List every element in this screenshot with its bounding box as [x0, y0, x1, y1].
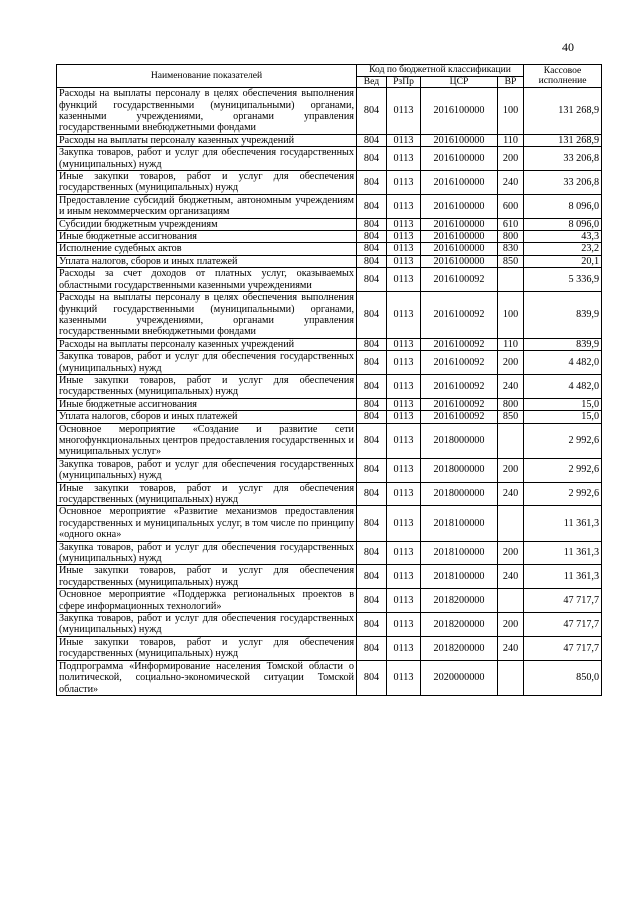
row-vr: 800: [498, 231, 524, 243]
row-csr: 2016100000: [421, 147, 498, 171]
row-name: Расходы за счет доходов от платных услуг, оказываемых областными государственными казенными учреждениями: [57, 268, 357, 292]
row-rzpr: 0113: [387, 660, 421, 695]
row-amount: 2 992,6: [524, 482, 602, 506]
row-csr: 2016100092: [421, 351, 498, 375]
row-name: Подпрограмма «Информирование населения Томской области о политической, социально-экономической ситуации Томской области»: [57, 660, 357, 695]
row-rzpr: 0113: [387, 134, 421, 146]
row-name: Основное мероприятие «Развитие механизмов предоставления государственных и муниципальных услуг, в том числе по принципу «одного окна»: [57, 506, 357, 541]
row-csr: 2018000000: [421, 458, 498, 482]
row-amount: 20,1: [524, 255, 602, 267]
table-header: [57, 65, 602, 88]
budget-execution-table: [56, 64, 602, 696]
row-amount: 47 717,7: [524, 613, 602, 637]
row-amount: 850,0: [524, 660, 602, 695]
row-name: Расходы на выплаты персоналу казенных учреждений: [57, 134, 357, 146]
header-code-group: Код по бюджетной классификации: [357, 65, 524, 77]
row-amount: 2 992,6: [524, 458, 602, 482]
row-name: Иные бюджетные ассигнования: [57, 398, 357, 410]
row-ved: 804: [357, 565, 387, 589]
row-rzpr: 0113: [387, 243, 421, 255]
row-ved: 804: [357, 482, 387, 506]
row-amount: 131 268,9: [524, 88, 602, 135]
row-rzpr: 0113: [387, 268, 421, 292]
row-rzpr: 0113: [387, 351, 421, 375]
header-vr: ВР: [498, 76, 524, 88]
row-amount: 11 361,3: [524, 506, 602, 541]
row-ved: 804: [357, 506, 387, 541]
row-amount: 11 361,3: [524, 541, 602, 565]
row-csr: 2016100000: [421, 255, 498, 267]
row-amount: 4 482,0: [524, 351, 602, 375]
row-rzpr: 0113: [387, 171, 421, 195]
table-row: [57, 613, 602, 637]
row-name: Закупка товаров, работ и услуг для обеспечения государственных (муниципальных) нужд: [57, 351, 357, 375]
table-row: [57, 231, 602, 243]
row-ved: 804: [357, 171, 387, 195]
row-rzpr: 0113: [387, 423, 421, 458]
row-amount: 15,0: [524, 411, 602, 423]
row-name: Исполнение судебных актов: [57, 243, 357, 255]
row-csr: 2018200000: [421, 613, 498, 637]
row-amount: 11 361,3: [524, 565, 602, 589]
table-row: [57, 351, 602, 375]
row-vr: 850: [498, 255, 524, 267]
row-csr: 2016100000: [421, 171, 498, 195]
row-csr: 2016100092: [421, 398, 498, 410]
row-name: Уплата налогов, сборов и иных платежей: [57, 411, 357, 423]
row-rzpr: 0113: [387, 88, 421, 135]
table-row: [57, 398, 602, 410]
row-ved: 804: [357, 351, 387, 375]
table-row: [57, 147, 602, 171]
table-row: [57, 660, 602, 695]
row-vr: 200: [498, 541, 524, 565]
table-row: [57, 636, 602, 660]
row-rzpr: 0113: [387, 565, 421, 589]
row-csr: 2018100000: [421, 565, 498, 589]
row-vr: 110: [498, 134, 524, 146]
row-csr: 2020000000: [421, 660, 498, 695]
row-amount: 33 206,8: [524, 171, 602, 195]
row-amount: 2 992,6: [524, 423, 602, 458]
row-csr: 2018100000: [421, 541, 498, 565]
table-row: [57, 411, 602, 423]
row-csr: 2016100092: [421, 411, 498, 423]
table-row: [57, 243, 602, 255]
row-amount: 33 206,8: [524, 147, 602, 171]
row-csr: 2018200000: [421, 589, 498, 613]
row-rzpr: 0113: [387, 231, 421, 243]
row-csr: 2016100000: [421, 194, 498, 218]
table-row: [57, 423, 602, 458]
row-name: Закупка товаров, работ и услуг для обеспечения государственных (муниципальных) нужд: [57, 458, 357, 482]
row-ved: 804: [357, 194, 387, 218]
table-row: [57, 255, 602, 267]
row-vr: 240: [498, 171, 524, 195]
row-vr: 600: [498, 194, 524, 218]
row-rzpr: 0113: [387, 292, 421, 339]
row-ved: 804: [357, 218, 387, 230]
row-ved: 804: [357, 636, 387, 660]
header-name: Наименование показателей: [57, 65, 357, 88]
table-body: [57, 88, 602, 696]
table-row: [57, 194, 602, 218]
row-ved: 804: [357, 589, 387, 613]
row-rzpr: 0113: [387, 589, 421, 613]
row-name: Иные закупки товаров, работ и услуг для обеспечения государственных (муниципальных) нужд: [57, 636, 357, 660]
row-ved: 804: [357, 374, 387, 398]
row-ved: 804: [357, 660, 387, 695]
row-name: Расходы на выплаты персоналу в целях обеспечения выполнения функций государственными (муниципальными) органами, казенными учреждениями, органами управления государственными внебюджетными фондами: [57, 88, 357, 135]
row-vr: 610: [498, 218, 524, 230]
table-row: [57, 565, 602, 589]
row-csr: 2016100000: [421, 134, 498, 146]
table-row: [57, 482, 602, 506]
row-rzpr: 0113: [387, 411, 421, 423]
row-ved: 804: [357, 292, 387, 339]
row-csr: 2016100000: [421, 231, 498, 243]
row-vr: 200: [498, 351, 524, 375]
row-amount: 839,9: [524, 338, 602, 350]
table-row: [57, 589, 602, 613]
row-rzpr: 0113: [387, 147, 421, 171]
row-vr: 830: [498, 243, 524, 255]
row-amount: 15,0: [524, 398, 602, 410]
row-ved: 804: [357, 255, 387, 267]
row-name: Расходы на выплаты персоналу в целях обеспечения выполнения функций государственными (муниципальными) органами, казенными учреждениями, органами управления государственными внебюджетными фондами: [57, 292, 357, 339]
row-vr: 100: [498, 88, 524, 135]
row-rzpr: 0113: [387, 482, 421, 506]
row-name: Закупка товаров, работ и услуг для обеспечения государственных (муниципальных) нужд: [57, 613, 357, 637]
row-name: Расходы на выплаты персоналу казенных учреждений: [57, 338, 357, 350]
header-ved: Вед: [357, 76, 387, 88]
row-rzpr: 0113: [387, 194, 421, 218]
row-csr: 2016100000: [421, 88, 498, 135]
table-row: [57, 292, 602, 339]
row-csr: 2018200000: [421, 636, 498, 660]
row-csr: 2016100092: [421, 292, 498, 339]
row-ved: 804: [357, 88, 387, 135]
table-row: [57, 506, 602, 541]
row-rzpr: 0113: [387, 613, 421, 637]
row-csr: 2018100000: [421, 506, 498, 541]
row-name: Иные закупки товаров, работ и услуг для обеспечения государственных (муниципальных) нужд: [57, 565, 357, 589]
row-vr: 800: [498, 398, 524, 410]
row-name: Уплата налогов, сборов и иных платежей: [57, 255, 357, 267]
row-amount: 23,2: [524, 243, 602, 255]
row-rzpr: 0113: [387, 374, 421, 398]
header-csr: ЦСР: [421, 76, 498, 88]
row-name: Иные закупки товаров, работ и услуг для обеспечения государственных (муниципальных) нужд: [57, 374, 357, 398]
row-amount: 839,9: [524, 292, 602, 339]
row-name: Закупка товаров, работ и услуг для обеспечения государственных (муниципальных) нужд: [57, 541, 357, 565]
row-vr: [498, 268, 524, 292]
row-ved: 804: [357, 458, 387, 482]
row-name: Иные закупки товаров, работ и услуг для обеспечения государственных (муниципальных) нужд: [57, 171, 357, 195]
table-row: [57, 218, 602, 230]
row-csr: 2016100000: [421, 218, 498, 230]
row-amount: 47 717,7: [524, 636, 602, 660]
table-row: [57, 88, 602, 135]
row-ved: 804: [357, 231, 387, 243]
table-row: [57, 541, 602, 565]
row-vr: 850: [498, 411, 524, 423]
row-amount: 8 096,0: [524, 194, 602, 218]
table-row: [57, 134, 602, 146]
row-ved: 804: [357, 268, 387, 292]
header-amount: Кассовое исполнение: [524, 65, 602, 88]
row-rzpr: 0113: [387, 255, 421, 267]
row-vr: 240: [498, 482, 524, 506]
row-name: Субсидии бюджетным учреждениям: [57, 218, 357, 230]
row-amount: 8 096,0: [524, 218, 602, 230]
row-vr: 200: [498, 613, 524, 637]
row-vr: [498, 423, 524, 458]
row-ved: 804: [357, 338, 387, 350]
table-row: [57, 338, 602, 350]
row-amount: 43,3: [524, 231, 602, 243]
row-name: Основное мероприятие «Поддержка региональных проектов в сфере информационных технологий»: [57, 589, 357, 613]
row-ved: 804: [357, 411, 387, 423]
row-vr: [498, 660, 524, 695]
row-csr: 2016100000: [421, 243, 498, 255]
row-ved: 804: [357, 147, 387, 171]
row-rzpr: 0113: [387, 636, 421, 660]
row-csr: 2018000000: [421, 423, 498, 458]
table-row: [57, 458, 602, 482]
row-vr: 240: [498, 636, 524, 660]
row-vr: 110: [498, 338, 524, 350]
row-name: Иные закупки товаров, работ и услуг для обеспечения государственных (муниципальных) нужд: [57, 482, 357, 506]
row-rzpr: 0113: [387, 398, 421, 410]
row-name: Иные бюджетные ассигнования: [57, 231, 357, 243]
row-ved: 804: [357, 134, 387, 146]
row-name: Предоставление субсидий бюджетным, автономным учреждениям и иным некоммерческим организациям: [57, 194, 357, 218]
row-name: Закупка товаров, работ и услуг для обеспечения государственных (муниципальных) нужд: [57, 147, 357, 171]
row-vr: 200: [498, 458, 524, 482]
row-rzpr: 0113: [387, 338, 421, 350]
row-vr: 100: [498, 292, 524, 339]
row-rzpr: 0113: [387, 541, 421, 565]
row-ved: 804: [357, 541, 387, 565]
row-rzpr: 0113: [387, 506, 421, 541]
row-vr: [498, 506, 524, 541]
row-vr: 240: [498, 565, 524, 589]
table-row: [57, 374, 602, 398]
row-vr: 240: [498, 374, 524, 398]
row-csr: 2018000000: [421, 482, 498, 506]
row-rzpr: 0113: [387, 458, 421, 482]
row-csr: 2016100092: [421, 268, 498, 292]
row-ved: 804: [357, 243, 387, 255]
row-amount: 4 482,0: [524, 374, 602, 398]
table-row: [57, 268, 602, 292]
row-amount: 131 268,9: [524, 134, 602, 146]
row-csr: 2016100092: [421, 338, 498, 350]
row-csr: 2016100092: [421, 374, 498, 398]
row-ved: 804: [357, 398, 387, 410]
row-name: Основное мероприятие «Создание и развитие сети многофункциональных центров предоставления государственных и муниципальных услуг»: [57, 423, 357, 458]
header-rzpr: РзПр: [387, 76, 421, 88]
row-ved: 804: [357, 423, 387, 458]
page-number: 40: [562, 40, 574, 54]
table-row: [57, 171, 602, 195]
row-amount: 47 717,7: [524, 589, 602, 613]
row-vr: [498, 589, 524, 613]
row-amount: 5 336,9: [524, 268, 602, 292]
row-rzpr: 0113: [387, 218, 421, 230]
row-ved: 804: [357, 613, 387, 637]
row-vr: 200: [498, 147, 524, 171]
